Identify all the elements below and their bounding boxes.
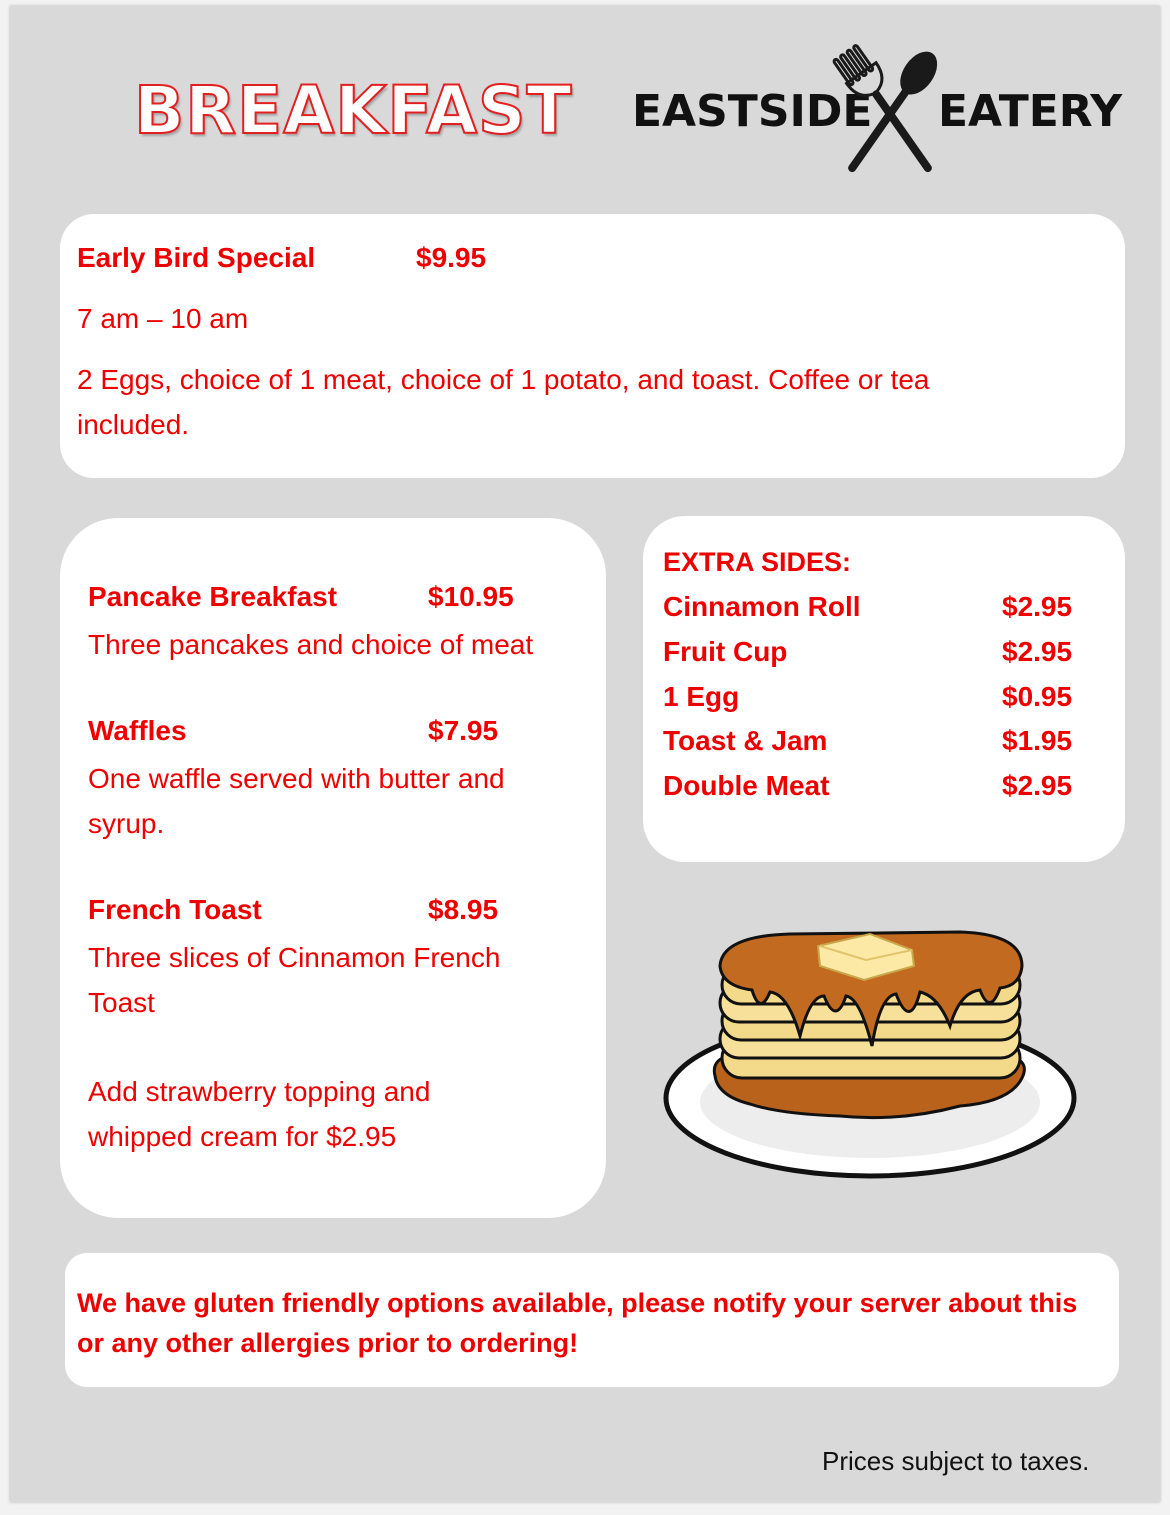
- menu-item-description: Three pancakes and choice of meat: [88, 629, 534, 660]
- menu-page: [10, 6, 1160, 1502]
- early-bird-card: [60, 214, 1125, 478]
- side-item-price: $1.95: [1002, 725, 1073, 756]
- extra-sides-card: [643, 516, 1125, 862]
- side-item-name: Fruit Cup: [663, 636, 788, 667]
- menu-item-price: $8.95: [428, 894, 499, 925]
- side-item-name: 1 Egg: [663, 681, 740, 712]
- brand-name-right: EATERY: [938, 86, 1123, 137]
- extra-sides-heading: EXTRA SIDES:: [663, 547, 852, 577]
- menu-items-card: [60, 518, 606, 1218]
- side-item-price: $2.95: [1002, 770, 1073, 801]
- early-bird-name: Early Bird Special: [77, 242, 316, 273]
- side-item-price: $2.95: [1002, 636, 1073, 667]
- menu-item-name: Waffles: [88, 715, 187, 746]
- menu-item-price: $7.95: [428, 715, 499, 746]
- early-bird-price: $9.95: [416, 242, 487, 273]
- menu-item-description: One waffle served with butter and syrup.: [88, 763, 505, 839]
- menu-item-description: Three slices of Cinnamon French Toast: [88, 942, 501, 1018]
- brand-name-left: EASTSIDE: [632, 86, 873, 137]
- side-item-name: Cinnamon Roll: [663, 591, 861, 622]
- side-item-price: $0.95: [1002, 681, 1073, 712]
- early-bird-description: 2 Eggs, choice of 1 meat, choice of 1 potato, and toast. Coffee or tea included.: [77, 364, 930, 440]
- menu-item-name: Pancake Breakfast: [88, 581, 338, 612]
- addon-note: Add strawberry topping and whipped cream for $2.95: [88, 1076, 431, 1152]
- menu-item-name: French Toast: [88, 894, 262, 925]
- allergy-notice-text: We have gluten friendly options available, please notify your server about this or any other allergies prior to ordering!: [77, 1288, 1078, 1358]
- early-bird-hours: 7 am – 10 am: [77, 303, 249, 334]
- allergy-notice-card: [65, 1253, 1119, 1387]
- pancake-stack-icon: [660, 926, 1080, 1186]
- page-title: BREAKFAST: [134, 72, 573, 149]
- side-item-name: Double Meat: [663, 770, 830, 801]
- side-item-name: Toast & Jam: [663, 725, 828, 756]
- menu-item-price: $10.95: [428, 581, 514, 612]
- footer-note: Prices subject to taxes.: [822, 1446, 1090, 1476]
- side-item-price: $2.95: [1002, 591, 1073, 622]
